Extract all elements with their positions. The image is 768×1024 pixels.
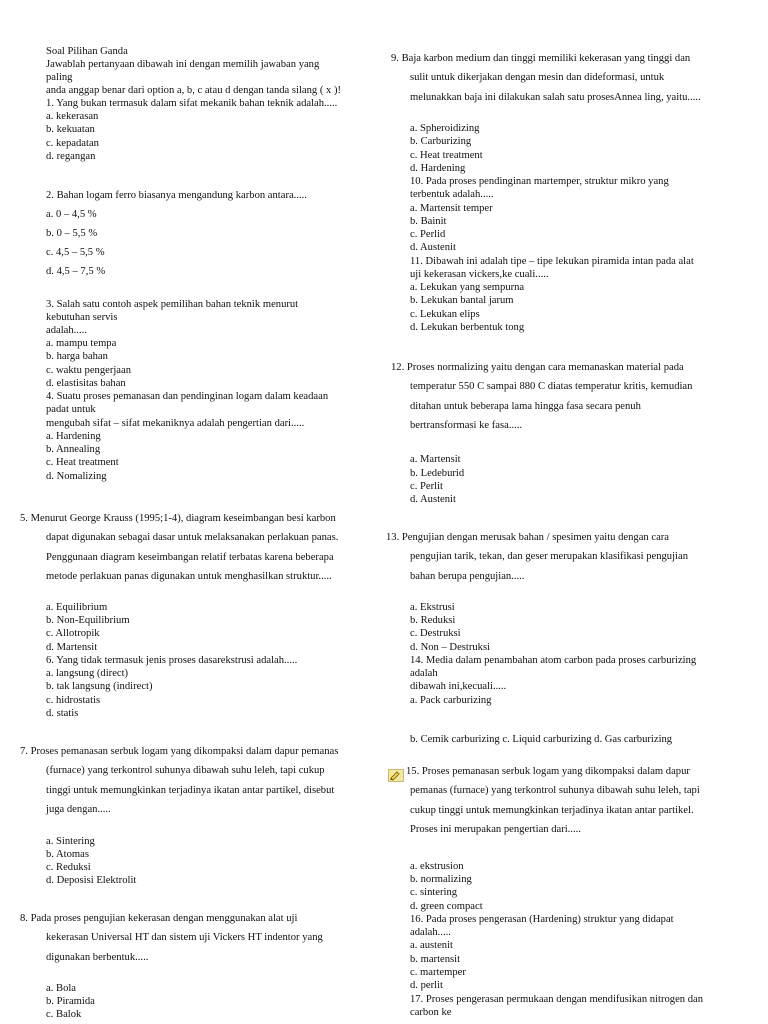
question-3-option-c: c. waktu pengerjaan — [46, 365, 132, 376]
question-11-option-b: b. Lekukan bantal jarum — [410, 295, 514, 306]
question-1-text: 1. Yang bukan termasuk dalam sifat mekanik bahan teknik adalah..... — [46, 98, 338, 109]
question-11-text: uji kekerasan vickers,ke cuali..... — [410, 269, 549, 280]
question-9-option-b: b. Carburizing — [410, 136, 472, 147]
question-7-option-c: c. Reduksi — [46, 862, 91, 873]
question-2-text: 2. Bahan logam ferro biasanya mengandung karbon antara..... — [46, 190, 307, 201]
question-4-text: padat untuk — [46, 404, 96, 415]
question-7-option-a: a. Sintering — [46, 836, 95, 847]
question-5-option-b: b. Non-Equilibrium — [46, 615, 130, 626]
question-3-option-a: a. mampu tempa — [46, 338, 117, 349]
question-1-option-b: b. kekuatan — [46, 124, 95, 135]
question-15-option-b: b. normalizing — [410, 874, 472, 885]
question-13-option-a: a. Ekstrusi — [410, 602, 455, 613]
question-12-option-a: a. Martensit — [410, 454, 461, 465]
question-6-text: 6. Yang tidak termasuk jenis proses dasarekstrusi adalah..... — [46, 655, 298, 666]
question-17-text: 17. Proses pengerasan permukaan dengan mendifusikan nitrogen dan — [410, 994, 704, 1005]
question-3-text: kebutuhan servis — [46, 312, 118, 323]
question-10-option-b: b. Bainit — [410, 216, 447, 227]
question-11-option-c: c. Lekukan elips — [410, 309, 480, 320]
question-11-option-d: d. Lekukan berbentuk tong — [410, 322, 525, 333]
question-6-option-a: a. langsung (direct) — [46, 668, 129, 679]
question-1-option-a: a. kekerasan — [46, 111, 99, 122]
question-17-text: carbon ke — [410, 1007, 452, 1018]
question-4-text: mengubah sifat – sifat mekaniknya adalah pengertian dari..... — [46, 418, 305, 429]
comment-note-icon[interactable] — [388, 769, 404, 782]
question-6-option-d: d. statis — [46, 708, 79, 719]
question-12-text: 12. Proses normalizing yaitu dengan cara memanaskan material pada temperatur 550 C sampai 880 C diatas temperatur kritis, kemudian ditahan untuk beberapa lama hingga fasa secara penuh bertransformasi ke fasa..... — [391, 362, 693, 432]
question-10-text: terbentuk adalah..... — [410, 189, 494, 200]
question-13-option-d: d. Non – Destruksi — [410, 642, 491, 653]
question-16-text: adalah..... — [410, 927, 451, 938]
question-16-option-c: c. martemper — [410, 967, 466, 978]
question-14-option-a: a. Pack carburizing — [410, 695, 492, 706]
question-4-option-d: d. Nomalizing — [46, 471, 107, 482]
question-5-option-d: d. Martensit — [46, 642, 98, 653]
question-2-option-d: d. 4,5 – 7,5 % — [46, 266, 106, 277]
question-12-option-c: c. Perlit — [410, 481, 443, 492]
question-14-options-inline: b. Cemik carburizing c. Liquid carburizing d. Gas carburizing — [410, 734, 673, 745]
question-15-option-d: d. green compact — [410, 901, 483, 912]
question-1-option-c: c. kepadatan — [46, 138, 99, 149]
question-10-option-d: d. Austenit — [410, 242, 456, 253]
question-10-option-c: c. Perlid — [410, 229, 446, 240]
question-15-option-a: a. ekstrusion — [410, 861, 464, 872]
question-3-option-d: d. elastisitas bahan — [46, 378, 126, 389]
question-12-option-d: d. Austenit — [410, 494, 456, 505]
question-4-text: 4. Suatu proses pemanasan dan pendinginan logam dalam keadaan — [46, 391, 329, 402]
question-15-option-c: c. sintering — [410, 887, 458, 898]
question-3-text: adalah..... — [46, 325, 87, 336]
section-title: Soal Pilihan Ganda — [46, 46, 128, 57]
question-11-text: 11. Dibawah ini adalah tipe – tipe lekukan piramida intan pada alat — [410, 256, 694, 267]
instruction-line: Jawablah pertanyaan dibawah ini dengan memilih jawaban yang — [46, 59, 320, 70]
question-4-option-c: c. Heat treatment — [46, 457, 119, 468]
question-7-option-d: d. Deposisi Elektrolit — [46, 875, 137, 886]
question-6-option-b: b. tak langsung (indirect) — [46, 681, 153, 692]
question-9-text: 9. Baja karbon medium dan tinggi memiliki kekerasan yang tinggi dan sulit untuk dikerjakan dengan mesin dan dideformasi, untuk melunakkan baja ini dilakukan salah satu prosesAnnea ling, yaitu..... — [391, 53, 701, 103]
question-14-text: dibawah ini,kecuali..... — [410, 681, 507, 692]
question-9-option-c: c. Heat treatment — [410, 150, 483, 161]
question-8-option-c: c. Balok — [46, 1009, 82, 1020]
question-7-option-b: b. Atomas — [46, 849, 89, 860]
question-4-option-b: b. Annealing — [46, 444, 101, 455]
question-9-option-a: a. Spheroidizing — [410, 123, 480, 134]
question-16-text: 16. Pada proses pengerasan (Hardening) struktur yang didapat — [410, 914, 674, 925]
question-10-text: 10. Pada proses pendinginan martemper, struktur mikro yang — [410, 176, 669, 187]
question-9-option-d: d. Hardening — [410, 163, 466, 174]
question-15-text: 15. Proses pemanasan serbuk logam yang dikompaksi dalam dapur pemanas (furnace) yang terkontrol suhunya dibawah suhu leleh, tapi cukup tinggi untuk memungkinkan terjadinya ikatan antar partikel. Proses ini merupakan pengertian dari..... — [406, 766, 700, 836]
question-1-option-d: d. regangan — [46, 151, 96, 162]
question-2-option-b: b. 0 – 5,5 % — [46, 228, 98, 239]
question-16-option-d: d. perlit — [410, 980, 443, 991]
instruction-line: paling — [46, 72, 73, 83]
question-4-option-a: a. Hardening — [46, 431, 101, 442]
question-8-text: 8. Pada proses pengujian kekerasan dengan menggunakan alat uji kekerasan Universal HT dan sistem uji Vickers HT indentor yang digunakan berbentuk..... — [20, 913, 323, 963]
question-2-option-c: c. 4,5 – 5,5 % — [46, 247, 105, 258]
question-6-option-c: c. hidrostatis — [46, 695, 101, 706]
question-5-text: 5. Menurut George Krauss (1995;1-4), diagram keseimbangan besi karbon dapat digunakan sebagai dasar untuk melaksanakan perlakuan panas. Penggunaan diagram keseimbangan relatif terbatas karena beberapa metode perlakuan panas digunakan untuk menghasilkan struktur..... — [20, 513, 339, 583]
question-14-text: adalah — [410, 668, 438, 679]
instruction-line: anda anggap benar dari option a, b, c atau d dengan tanda silang ( x )! — [46, 85, 342, 96]
question-5-option-a: a. Equilibrium — [46, 602, 108, 613]
question-16-option-b: b. martensit — [410, 954, 461, 965]
question-16-option-a: a. austenit — [410, 940, 453, 951]
question-11-option-a: a. Lekukan yang sempurna — [410, 282, 525, 293]
question-3-text: 3. Salah satu contoh aspek pemilihan bahan teknik menurut — [46, 299, 299, 310]
question-8-option-a: a. Bola — [46, 983, 77, 994]
question-8-option-b: b. Piramida — [46, 996, 95, 1007]
question-13-option-c: c. Destruksi — [410, 628, 461, 639]
question-13-option-b: b. Reduksi — [410, 615, 456, 626]
question-13-text: 13. Pengujian dengan merusak bahan / spesimen yaitu dengan cara pengujian tarik, tekan, dan geser merupakan klasifikasi pengujian bahan berupa pengujian..... — [386, 532, 688, 582]
question-14-text: 14. Media dalam penambahan atom carbon pada proses carburizing — [410, 655, 697, 666]
question-3-option-b: b. harga bahan — [46, 351, 108, 362]
question-10-option-a: a. Martensit temper — [410, 203, 493, 214]
question-2-option-a: a. 0 – 4,5 % — [46, 209, 97, 220]
question-12-option-b: b. Ledeburid — [410, 468, 465, 479]
question-5-option-c: c. Allotropik — [46, 628, 100, 639]
question-7-text: 7. Proses pemanasan serbuk logam yang dikompaksi dalam dapur pemanas (furnace) yang terkontrol suhunya dibawah suhu leleh, tapi cukup tinggi untuk memungkinkan terjadinya ikatan antar partikel, disebut juga dengan..... — [20, 746, 339, 816]
